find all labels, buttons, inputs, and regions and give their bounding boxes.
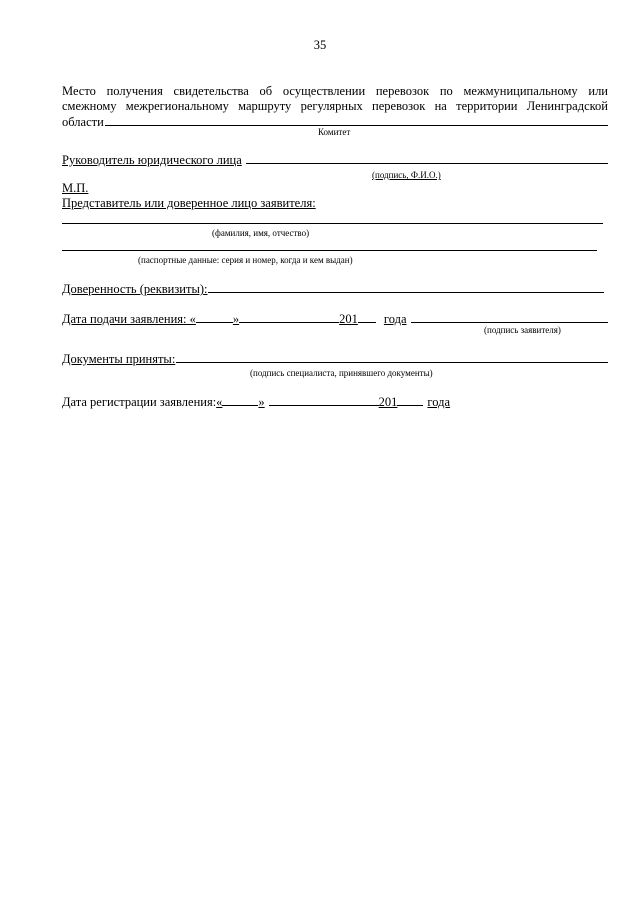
registration-year-prefix: 201 [378,395,398,409]
registration-quote-close: » [258,395,265,409]
seal-row [62,181,608,196]
passport-caption: (паспортные данные: серия и номер, когда и кем выдан) [138,255,353,265]
submission-year-field[interactable] [358,311,376,323]
page-number: 35 [313,38,327,52]
intro-line-2: смежному межрегиональному маршруту регулярных перевозок на территории Ленинградской [62,99,608,113]
power-of-attorney-label: Доверенность (реквизиты): [62,282,208,296]
submission-signature-line[interactable] [411,311,609,323]
registration-year-field[interactable] [397,394,423,406]
representative-name-line[interactable] [62,223,603,224]
intro-paragraph [62,84,608,130]
representative-name-caption: (фамилия, имя, отчество) [212,228,310,238]
submission-day-field[interactable] [196,311,233,323]
committee-caption: Комитет [318,127,351,137]
registration-label: Дата регистрации заявления: [62,395,217,409]
representative-row [62,196,608,211]
place-field-line[interactable] [105,114,608,126]
representative-label: Представитель или доверенное лицо заявителя: [62,196,316,210]
power-of-attorney-line[interactable] [208,281,604,293]
intro-line-1: Место получения свидетельства об осуществлении перевозок по межмуниципальному или [62,84,608,98]
head-signature-line[interactable] [246,152,608,164]
seal-label: М.П. [62,181,89,195]
submission-year-suffix: года [383,312,407,326]
passport-line[interactable] [62,250,597,251]
submission-label: Дата подачи заявления: « [62,312,196,326]
head-row [62,152,608,168]
registration-row [62,394,608,410]
registration-day-field[interactable] [222,394,258,406]
head-caption: (подпись, Ф.И.О.) [372,170,441,180]
registration-quote-open: « [216,395,223,409]
registration-year-suffix: года [427,395,451,409]
head-label: Руководитель юридического лица [62,153,242,167]
registration-month-field[interactable] [269,394,379,406]
submission-month-field[interactable] [239,311,339,323]
submission-year-prefix: 201 [339,312,358,326]
intro-line-3-text: области [62,115,104,129]
accepted-row [62,351,608,367]
submission-caption: (подпись заявителя) [484,325,561,335]
accepted-label: Документы приняты: [62,352,176,366]
submission-quote-close: » [232,312,240,326]
accepted-caption: (подпись специалиста, принявшего документы) [250,368,433,378]
power-of-attorney-row [62,281,608,297]
accepted-signature-line[interactable] [176,351,608,363]
